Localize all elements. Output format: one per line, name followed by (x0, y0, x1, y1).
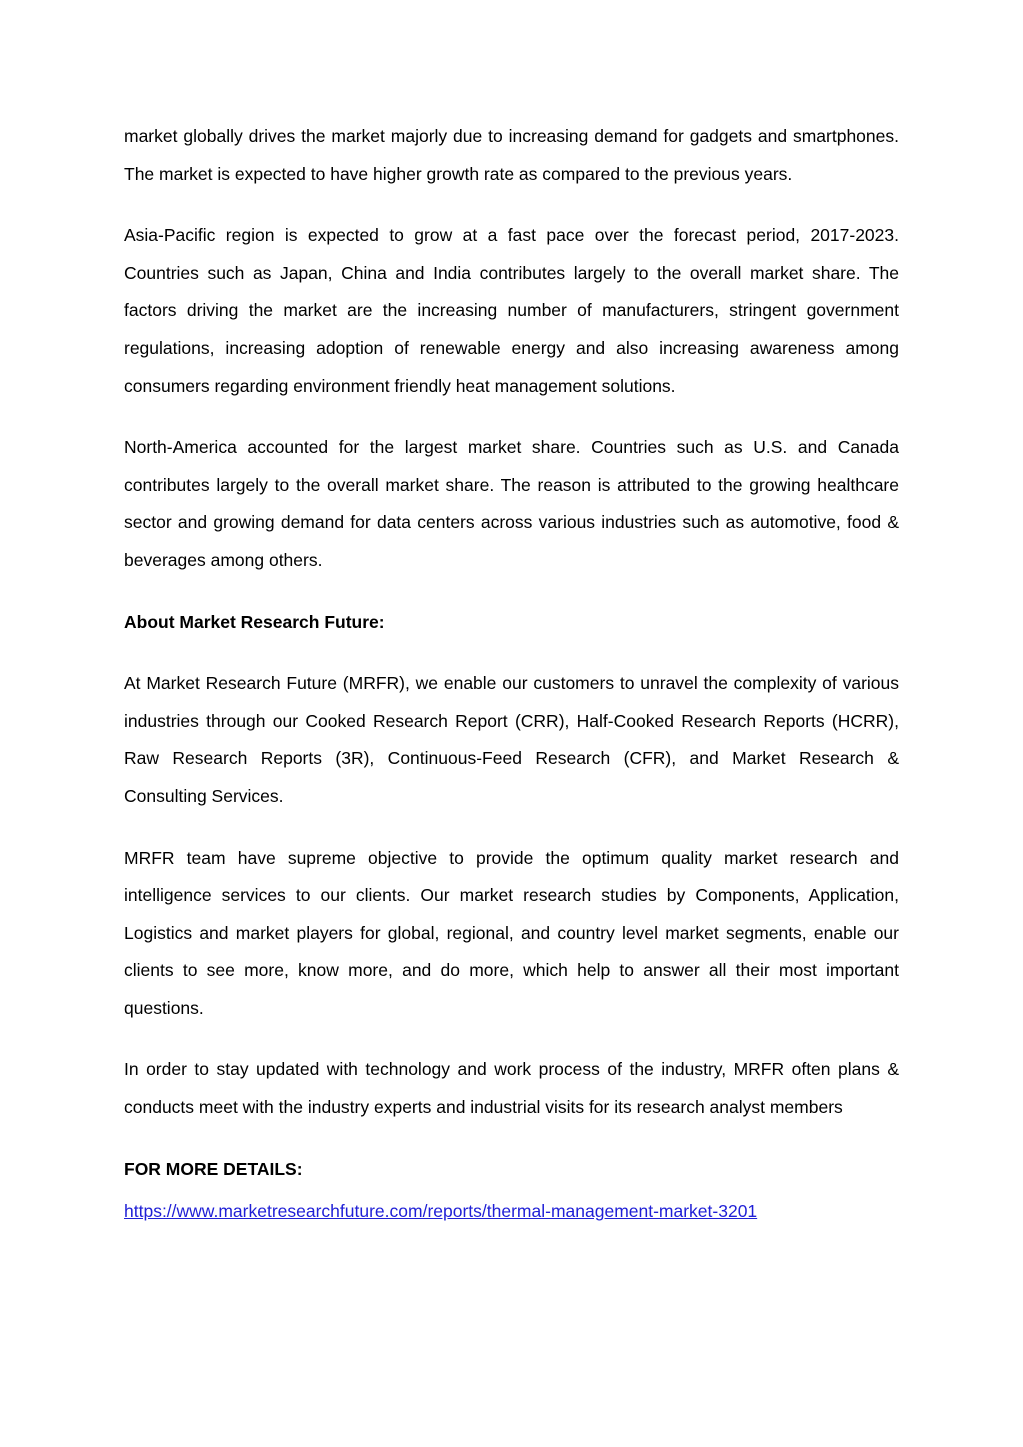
paragraph-about-mrfr: At Market Research Future (MRFR), we enable our customers to unravel the complexity of various industries through our Cooked Research Report (CRR), Half-Cooked Research Reports (HCRR), Raw Research Reports (3R), Continuous-Feed Research (CFR), and Market Research & Consulting Services. (124, 673, 899, 806)
paragraph-north-america: North-America accounted for the largest market share. Countries such as U.S. and Canada contributes largely to the overall market share. The reason is attributed to the growing healthcare sector and growing demand for data centers across various industries such as automotive, food & beverages among others. (124, 437, 899, 570)
paragraph-mrfr-meetings: In order to stay updated with technology and work process of the industry, MRFR often plans & conducts meet with the industry experts and industrial visits for its research analyst members (124, 1059, 899, 1118)
paragraph-market-growth: market globally drives the market majorly due to increasing demand for gadgets and smartphones. The market is expected to have higher growth rate as compared to the previous years. (124, 126, 899, 184)
document-page (124, 118, 899, 1228)
about-heading: About Market Research Future: (124, 611, 385, 632)
details-heading: FOR MORE DETAILS: (124, 1158, 303, 1179)
report-link[interactable]: https://www.marketresearchfuture.com/reports/thermal-management-market-3201 (124, 1201, 758, 1222)
paragraph-asia-pacific: Asia-Pacific region is expected to grow at a fast pace over the forecast period, 2017-2023. Countries such as Japan, China and India contributes largely to the overall market share. The factors driving the market are the increasing number of manufacturers, stringent government regulations, increasing adoption of renewable energy and also increasing awareness among consumers regarding environment friendly heat management solutions. (124, 225, 899, 396)
paragraph-mrfr-objective: MRFR team have supreme objective to provide the optimum quality market research and intelligence services to our clients. Our market research studies by Components, Application, Logistics and market players for global, regional, and country level market segments, enable our clients to see more, know more, and do more, which help to answer all their most important questions. (124, 847, 899, 1018)
